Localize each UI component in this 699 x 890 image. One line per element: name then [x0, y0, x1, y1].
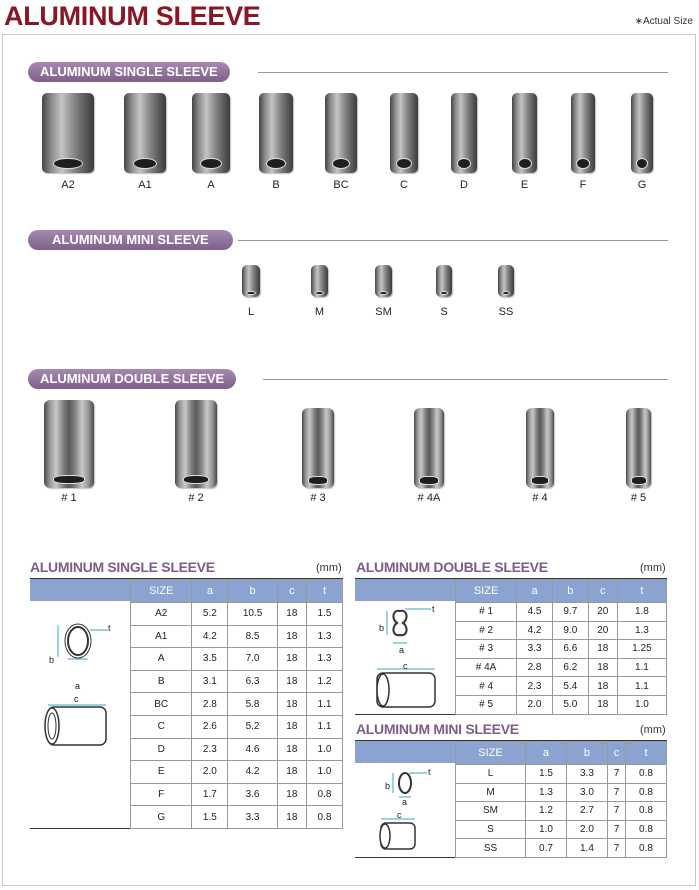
divider — [263, 379, 668, 380]
table-cell: SS — [456, 839, 526, 858]
table-row — [131, 603, 343, 626]
sleeve-label: M — [314, 306, 325, 318]
table-cell: 0.8 — [625, 765, 666, 784]
actual-size-note: ∗Actual Size — [634, 16, 693, 27]
dim-c-label: c — [403, 661, 408, 671]
sleeve-label: B — [272, 179, 280, 191]
table-row — [131, 761, 343, 784]
sleeve-item — [42, 93, 94, 191]
table-cell: # 2 — [456, 621, 517, 640]
sleeve-image — [512, 93, 537, 173]
sleeve-item — [571, 93, 595, 191]
sleeve-label: E — [520, 179, 529, 191]
table-cell: 0.8 — [625, 839, 666, 858]
sleeve-image — [498, 265, 514, 297]
sleeve-item — [512, 93, 537, 191]
column-header: SIZE — [131, 580, 192, 603]
table-cell: 2.0 — [192, 761, 228, 784]
sleeve-image — [242, 265, 260, 297]
table-cell: 5.2 — [228, 715, 277, 738]
table-cell: # 1 — [456, 603, 517, 622]
sleeve-item — [124, 93, 166, 191]
table-header-row — [456, 580, 667, 603]
sleeve-item — [175, 400, 217, 504]
table-row — [131, 625, 343, 648]
table-row — [456, 802, 667, 821]
table-cell: 5.8 — [228, 693, 277, 716]
divider — [258, 72, 668, 73]
table-row — [456, 640, 667, 659]
table-cell: 2.8 — [192, 693, 228, 716]
table-cell: 2.3 — [517, 677, 553, 696]
table-cell: 10.5 — [228, 603, 277, 626]
table-cell: 1.2 — [525, 802, 566, 821]
sleeve-item — [325, 93, 357, 191]
table-cell: 0.8 — [625, 802, 666, 821]
table-cell: 18 — [277, 783, 306, 806]
table-cell: 1.3 — [306, 625, 342, 648]
sleeve-label: # 1 — [61, 492, 77, 504]
table-cell: 18 — [277, 693, 306, 716]
double-sleeve-diagram — [355, 601, 455, 713]
column-header: SIZE — [456, 580, 517, 603]
table-cell: D — [131, 738, 192, 761]
double-table-unit: (mm) — [640, 562, 666, 574]
table-cell: 7 — [607, 765, 625, 784]
sleeve-label: F — [579, 179, 587, 191]
table-row — [131, 806, 343, 829]
table-cell: 1.2 — [306, 670, 342, 693]
table-cell: 18 — [277, 715, 306, 738]
table-cell: 3.1 — [192, 670, 228, 693]
double-diagram-cell — [355, 579, 456, 714]
dim-b-label: b — [49, 655, 55, 665]
dim-c-label: c — [397, 810, 402, 820]
table-cell: 7.0 — [228, 648, 277, 671]
table-cell: 18 — [588, 677, 617, 696]
table-row — [131, 738, 343, 761]
mini-sleeve-diagram — [355, 763, 455, 857]
table-cell: 3.3 — [228, 806, 277, 829]
table-cell: 4.2 — [517, 621, 553, 640]
table-cell: 5.4 — [552, 677, 588, 696]
table-cell: 0.8 — [625, 820, 666, 839]
table-cell: 4.5 — [517, 603, 553, 622]
table-row — [456, 783, 667, 802]
column-header: b — [228, 580, 277, 603]
dim-b-label: b — [385, 781, 391, 791]
sleeve-label: L — [247, 306, 255, 318]
table-cell: 1.0 — [525, 820, 566, 839]
table-cell: 9.7 — [552, 603, 588, 622]
sleeve-image — [192, 93, 230, 173]
sleeve-item — [526, 408, 554, 504]
table-cell: 18 — [277, 648, 306, 671]
table-header-row — [131, 580, 343, 603]
table-cell: 1.0 — [617, 695, 666, 714]
table-cell: 1.3 — [525, 783, 566, 802]
sleeve-label: C — [400, 179, 408, 191]
table-row — [131, 648, 343, 671]
table-cell: 7 — [607, 783, 625, 802]
sleeve-label: # 4 — [532, 492, 548, 504]
table-cell: 0.8 — [306, 783, 342, 806]
table-cell: 0.7 — [525, 839, 566, 858]
page-title: ALUMINUM SLEEVE — [4, 1, 261, 31]
dim-t-label: t — [108, 623, 111, 633]
table-cell: C — [131, 715, 192, 738]
table-cell: 7 — [607, 839, 625, 858]
table-row — [131, 715, 343, 738]
single-table — [130, 579, 343, 829]
table-cell: 1.5 — [192, 806, 228, 829]
table-cell: 1.4 — [566, 839, 607, 858]
column-header: c — [588, 580, 617, 603]
table-row — [456, 677, 667, 696]
column-header: b — [566, 742, 607, 765]
sleeve-image — [44, 400, 94, 488]
table-cell: M — [456, 783, 526, 802]
sleeve-item — [436, 265, 452, 318]
table-cell: # 5 — [456, 695, 517, 714]
sleeve-image — [631, 93, 653, 173]
table-cell: 18 — [277, 625, 306, 648]
sleeve-image — [390, 93, 418, 173]
table-row — [131, 693, 343, 716]
table-row — [456, 839, 667, 858]
table-cell: 18 — [277, 738, 306, 761]
table-cell: 1.25 — [617, 640, 666, 659]
table-cell: 4.2 — [192, 625, 228, 648]
table-cell: 3.3 — [566, 765, 607, 784]
table-cell: B — [131, 670, 192, 693]
sleeve-label: # 4A — [417, 492, 441, 504]
table-cell: 9.0 — [552, 621, 588, 640]
table-cell: L — [456, 765, 526, 784]
table-cell: A1 — [131, 625, 192, 648]
table-cell: 1.7 — [192, 783, 228, 806]
table-row — [456, 695, 667, 714]
table-row — [131, 783, 343, 806]
table-cell: 18 — [588, 640, 617, 659]
table-row — [456, 603, 667, 622]
single-sleeve-heading — [28, 62, 668, 82]
table-cell: 2.6 — [192, 715, 228, 738]
table-cell: 1.5 — [525, 765, 566, 784]
sleeve-label: A1 — [138, 179, 152, 191]
sleeve-label: A — [207, 179, 215, 191]
mini-sleeve-heading-label: ALUMINUM MINI SLEEVE — [28, 230, 233, 250]
table-cell: 1.0 — [306, 761, 342, 784]
sleeve-image — [302, 408, 334, 488]
table-cell: # 3 — [456, 640, 517, 659]
sleeve-label: S — [440, 306, 448, 318]
table-cell: 6.6 — [552, 640, 588, 659]
table-cell: 1.0 — [306, 738, 342, 761]
column-header: t — [625, 742, 666, 765]
sleeve-label: # 3 — [310, 492, 326, 504]
table-cell: E — [131, 761, 192, 784]
table-cell: 1.1 — [306, 693, 342, 716]
dim-a-label: a — [399, 645, 405, 655]
table-cell: 1.3 — [306, 648, 342, 671]
sleeve-image — [626, 408, 651, 488]
sleeve-item — [311, 265, 328, 318]
single-sleeve-heading-label: ALUMINUM SINGLE SLEEVE — [28, 62, 230, 82]
sleeve-item — [390, 93, 418, 191]
table-cell: 4.2 — [228, 761, 277, 784]
sleeve-image — [571, 93, 595, 173]
table-row — [456, 765, 667, 784]
table-cell: 3.3 — [517, 640, 553, 659]
table-cell: 1.1 — [617, 658, 666, 677]
mini-table-unit: (mm) — [640, 724, 666, 736]
table-cell: # 4A — [456, 658, 517, 677]
double-table — [455, 579, 667, 715]
sleeve-item — [242, 265, 260, 318]
table-cell: BC — [131, 693, 192, 716]
table-row — [131, 670, 343, 693]
table-cell: 6.3 — [228, 670, 277, 693]
sleeve-image — [42, 93, 94, 173]
table-cell: 8.5 — [228, 625, 277, 648]
column-header: b — [552, 580, 588, 603]
dim-b-label: b — [379, 623, 385, 633]
table-cell: 18 — [277, 806, 306, 829]
table-row — [456, 658, 667, 677]
sleeve-image — [259, 93, 293, 173]
table-cell: 1.8 — [617, 603, 666, 622]
sleeve-label: # 2 — [188, 492, 204, 504]
sleeve-item — [414, 408, 444, 504]
sleeve-item — [626, 408, 651, 504]
table-cell: 6.2 — [552, 658, 588, 677]
table-cell: 1.1 — [306, 715, 342, 738]
column-header: c — [277, 580, 306, 603]
table-cell: # 4 — [456, 677, 517, 696]
column-header: t — [617, 580, 666, 603]
table-cell: 18 — [277, 670, 306, 693]
table-cell: A — [131, 648, 192, 671]
sleeve-image — [436, 265, 452, 297]
single-diagram-cell — [30, 579, 131, 828]
mini-table — [455, 741, 667, 858]
column-header: t — [306, 580, 342, 603]
column-header: a — [192, 580, 228, 603]
table-cell: 18 — [588, 695, 617, 714]
double-table-title: ALUMINUM DOUBLE SLEEVE — [356, 559, 548, 575]
single-table-title: ALUMINUM SINGLE SLEEVE — [30, 559, 215, 575]
table-cell: 5.2 — [192, 603, 228, 626]
double-spec-table — [355, 578, 667, 715]
sleeve-label: A2 — [61, 179, 75, 191]
column-header: a — [517, 580, 553, 603]
sleeve-label: # 5 — [630, 492, 647, 504]
sleeve-image — [414, 408, 444, 488]
table-cell: 2.0 — [566, 820, 607, 839]
dim-a-label: a — [75, 681, 81, 691]
single-spec-table — [30, 578, 343, 829]
single-table-unit: (mm) — [316, 562, 342, 574]
table-cell: 1.1 — [617, 677, 666, 696]
table-cell: 2.7 — [566, 802, 607, 821]
table-cell: 18 — [588, 658, 617, 677]
table-cell: 3.0 — [566, 783, 607, 802]
table-cell: 5.0 — [552, 695, 588, 714]
mini-spec-table — [355, 740, 667, 858]
table-cell: 1.3 — [617, 621, 666, 640]
table-cell: 4.6 — [228, 738, 277, 761]
sleeve-label: G — [637, 179, 647, 191]
sleeve-item — [498, 265, 514, 318]
sleeve-label: SM — [375, 306, 392, 318]
sleeve-image — [124, 93, 166, 173]
table-cell: 3.6 — [228, 783, 277, 806]
sleeve-image — [175, 400, 217, 488]
sleeve-label: SS — [498, 306, 514, 318]
table-cell: F — [131, 783, 192, 806]
column-header: a — [525, 742, 566, 765]
sleeve-item — [375, 265, 392, 318]
dim-t-label: t — [432, 604, 435, 614]
sleeve-image — [325, 93, 357, 173]
sleeve-item — [302, 408, 334, 504]
dim-c-label: c — [74, 694, 79, 704]
table-cell: 2.0 — [517, 695, 553, 714]
sleeve-item — [44, 400, 94, 504]
table-cell: 18 — [277, 761, 306, 784]
table-cell: A2 — [131, 603, 192, 626]
table-header-row — [456, 742, 667, 765]
table-cell: 2.3 — [192, 738, 228, 761]
sleeve-image — [526, 408, 554, 488]
table-cell: SM — [456, 802, 526, 821]
sleeve-item — [631, 93, 653, 191]
table-cell: S — [456, 820, 526, 839]
table-cell: 7 — [607, 820, 625, 839]
sleeve-label: BC — [333, 179, 349, 191]
double-sleeve-heading — [28, 369, 668, 389]
column-header: c — [607, 742, 625, 765]
divider — [238, 240, 668, 241]
sleeve-item — [451, 93, 477, 191]
mini-sleeve-heading — [28, 230, 668, 250]
single-sleeve-diagram — [30, 619, 130, 819]
table-cell: 1.5 — [306, 603, 342, 626]
mini-table-title: ALUMINUM MINI SLEEVE — [356, 721, 519, 737]
column-header: SIZE — [456, 742, 526, 765]
dim-t-label: t — [428, 767, 431, 777]
sleeve-item — [192, 93, 230, 191]
table-cell: 3.5 — [192, 648, 228, 671]
table-cell: 7 — [607, 802, 625, 821]
table-row — [456, 621, 667, 640]
sleeve-image — [375, 265, 392, 297]
table-cell: 20 — [588, 621, 617, 640]
double-sleeve-heading-label: ALUMINUM DOUBLE SLEEVE — [28, 369, 236, 389]
table-cell: G — [131, 806, 192, 829]
table-row — [456, 820, 667, 839]
sleeve-image — [311, 265, 328, 297]
dim-a-label: a — [402, 797, 408, 807]
mini-diagram-cell — [355, 741, 456, 857]
table-cell: 0.8 — [306, 806, 342, 829]
table-cell: 18 — [277, 603, 306, 626]
sleeve-image — [451, 93, 477, 173]
table-cell: 20 — [588, 603, 617, 622]
table-cell: 2.8 — [517, 658, 553, 677]
table-cell: 0.8 — [625, 783, 666, 802]
sleeve-item — [259, 93, 293, 191]
sleeve-label: D — [460, 179, 468, 191]
